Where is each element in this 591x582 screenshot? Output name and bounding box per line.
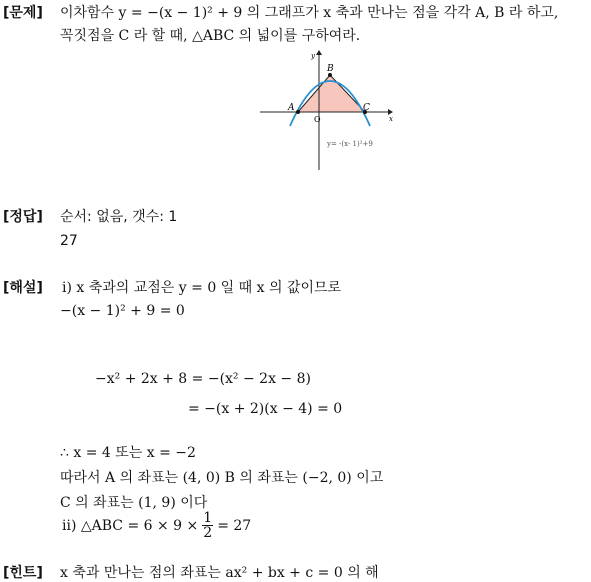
label-b: B <box>327 64 334 74</box>
answer-line-1: 순서: 없음, 갯수: 1 <box>60 209 178 225</box>
solution-line-4: = −(x + 2)(x − 4) = 0 <box>188 401 343 417</box>
problem-line-2: 꼭짓점을 C 라 할 때, △ABC 의 넓이를 구하여라. <box>60 28 361 44</box>
solution-line-6: 따라서 A 의 좌표는 (4, 0) B 의 좌표는 (−2, 0) 이고 <box>60 470 384 486</box>
fraction-half <box>202 511 213 540</box>
solution-line-1: ⅰ) x 축과의 교점은 y = 0 일 때 x 의 값이므로 <box>62 280 342 296</box>
solution-line-8 <box>62 511 251 540</box>
equation-label: y= -(x- 1)²+9 <box>327 140 373 148</box>
answer-value: 27 <box>60 233 78 249</box>
problem-tag: [문제] <box>3 5 43 21</box>
y-axis-label: y <box>311 52 315 60</box>
area-result: = 27 <box>217 517 252 534</box>
point-a <box>296 110 300 114</box>
solution-tag: [해설] <box>3 280 43 296</box>
fraction-numerator: 1 <box>203 510 213 526</box>
hint-tag: [힌트] <box>3 565 43 581</box>
area-formula: ⅱ) △ABC = 6 × 9 × <box>62 517 199 534</box>
problem-line-1: 이차함수 y = −(x − 1)² + 9 의 그래프가 x 축과 만나는 점을 각각 A, B 라 하고, <box>60 5 559 21</box>
solution-line-7: C 의 좌표는 (1, 9) 이다 <box>60 495 208 511</box>
label-a: A <box>288 103 295 113</box>
answer-tag: [정답] <box>3 209 43 225</box>
solution-line-5: ∴ x = 4 또는 x = −2 <box>60 445 196 461</box>
fraction-denominator: 2 <box>203 525 213 541</box>
origin-label: O <box>314 115 321 124</box>
x-axis-label: x <box>389 115 393 123</box>
hint-text: x 축과 만나는 점의 좌표는 ax² + bx + c = 0 의 해 <box>60 565 379 581</box>
parabola-graph <box>250 48 400 174</box>
label-c: C <box>363 103 370 113</box>
solution-line-3: −x² + 2x + 8 = −(x² − 2x − 8) <box>95 371 311 387</box>
solution-line-2: −(x − 1)² + 9 = 0 <box>60 303 185 319</box>
